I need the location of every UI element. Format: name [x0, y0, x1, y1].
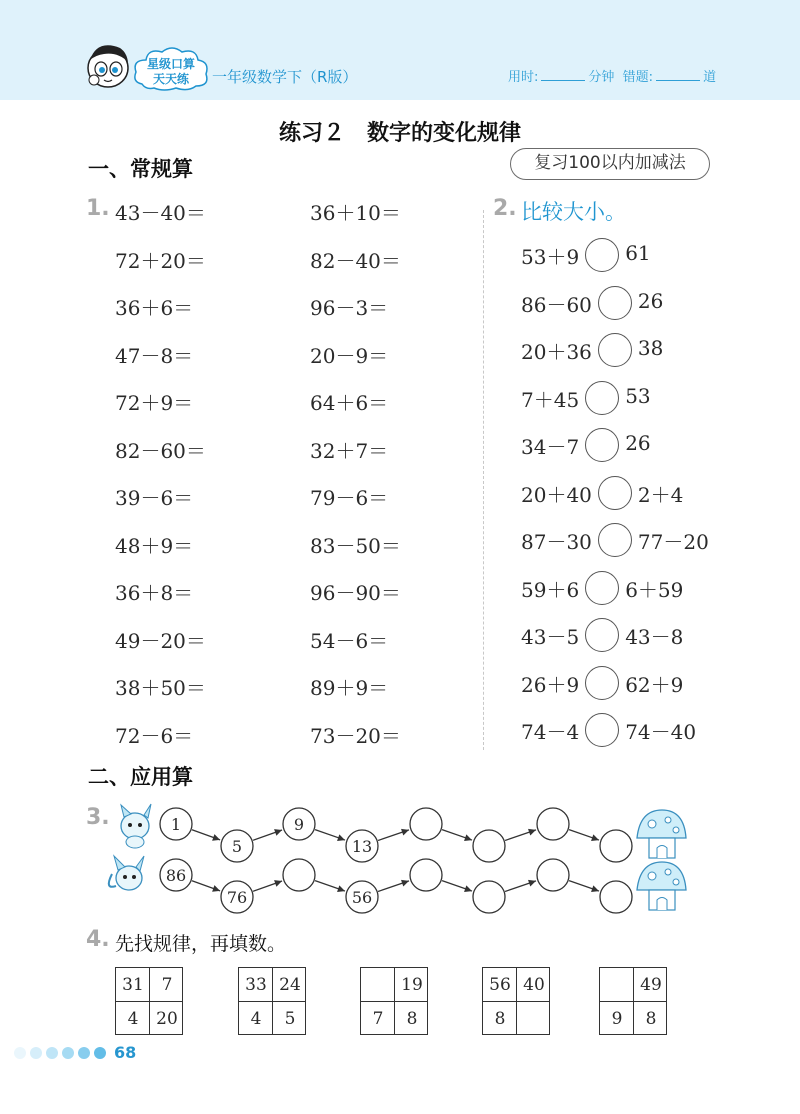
section2-title: 二、应用算	[88, 765, 193, 789]
q1-expression: 72－6＝	[115, 723, 194, 748]
q1-expression: 49－20＝	[115, 628, 206, 653]
compare-answer-circle[interactable]	[585, 713, 619, 747]
chain-node[interactable]	[600, 881, 632, 913]
compare-left: 59＋6	[521, 577, 580, 602]
q1-expression: 43－40＝	[115, 201, 206, 225]
compare-item	[521, 618, 761, 652]
grid-cell: 8	[494, 1009, 506, 1029]
time-blank	[541, 69, 585, 81]
grid-cell: 8	[645, 1009, 657, 1029]
compare-answer-circle[interactable]	[585, 381, 619, 415]
compare-answer-circle[interactable]	[585, 666, 619, 700]
q2-title: 比较大小。	[521, 200, 626, 224]
chain-node[interactable]	[410, 808, 442, 840]
chain-node[interactable]	[537, 808, 569, 840]
page-number: 68	[114, 1043, 137, 1062]
compare-item	[521, 571, 761, 605]
grid-cell: 40	[523, 975, 545, 995]
q4-number: 4.	[86, 927, 110, 952]
compare-right: 26	[625, 431, 651, 455]
q1-expression: 36＋10＝	[310, 201, 401, 225]
mascot-icon	[78, 36, 138, 96]
chain-node[interactable]	[473, 830, 505, 862]
chain-arrowhead	[274, 880, 282, 887]
q1-expression: 54－6＝	[310, 628, 389, 653]
grid-cell[interactable]	[517, 1002, 551, 1036]
compare-answer-circle[interactable]	[585, 238, 619, 272]
q1-expression: 36＋8＝	[115, 581, 194, 605]
compare-answer-circle[interactable]	[585, 571, 619, 605]
compare-item	[521, 713, 761, 747]
grid-cell: 5	[284, 1009, 296, 1029]
grid-cell: 9	[611, 1009, 623, 1029]
number-grid	[482, 967, 550, 1035]
chain-arrowhead	[212, 834, 220, 841]
compare-right: 38	[637, 336, 664, 360]
column-divider	[483, 210, 484, 750]
chain-node-value: 76	[226, 888, 248, 907]
errors-blank	[656, 69, 700, 81]
item-label: 道	[703, 70, 717, 85]
fox-icon	[109, 856, 144, 890]
q1-expression: 39－6＝	[115, 486, 194, 510]
grid-cell: 24	[279, 975, 301, 995]
chain-arrowhead	[401, 880, 409, 887]
compare-right: 2＋4	[637, 482, 684, 507]
grid-cell: 4	[250, 1009, 262, 1029]
compare-right: 43－8	[625, 625, 684, 649]
chain-node-value: 9	[293, 815, 305, 834]
compare-left: 34－7	[521, 435, 580, 459]
compare-right: 62＋9	[625, 672, 684, 697]
brand-logo	[132, 46, 210, 92]
compare-left: 86－60	[521, 292, 592, 317]
grid-cell: 7	[372, 1009, 384, 1029]
compare-item	[521, 333, 761, 367]
chain-arrowhead	[401, 829, 409, 836]
compare-left: 53＋9	[521, 245, 580, 269]
chain-arrowhead	[274, 829, 282, 836]
chain-arrowhead	[464, 885, 472, 892]
errors-label: 错题:	[622, 70, 654, 85]
chain-arrowhead	[464, 834, 472, 841]
chain-arrowhead	[528, 829, 536, 836]
q1-expression: 38＋50＝	[115, 676, 206, 700]
compare-answer-circle[interactable]	[598, 476, 632, 510]
q1-expression: 73－20＝	[310, 723, 401, 748]
compare-item	[521, 666, 761, 700]
chain-node-value: 13	[351, 837, 373, 856]
chain-arrowhead	[337, 834, 345, 841]
compare-left: 87－30	[521, 530, 592, 554]
compare-left: 26＋9	[521, 672, 580, 697]
chain-arrowhead	[212, 885, 220, 892]
compare-item	[521, 476, 761, 510]
q1-expression: 72＋20＝	[115, 248, 206, 273]
compare-item	[521, 428, 761, 462]
compare-item	[521, 286, 761, 320]
time-errors-record	[508, 66, 716, 85]
q1-expression: 82－40＝	[310, 248, 401, 273]
lesson-title: 练习２ 数字的变化规律	[278, 121, 521, 146]
q1-expression: 82－60＝	[115, 438, 206, 463]
compare-left: 43－5	[521, 625, 580, 649]
compare-item	[521, 381, 761, 415]
grid-cell: 56	[489, 975, 511, 995]
grid-cell: 7	[161, 975, 173, 995]
chain-node-value: 56	[351, 888, 373, 907]
compare-left: 20＋40	[521, 482, 592, 507]
grid-cell: 33	[245, 975, 267, 995]
cat-icon	[121, 804, 151, 848]
compare-right: 77－20	[637, 530, 709, 554]
grid-cell: 20	[156, 1009, 178, 1029]
number-chain	[0, 790, 800, 930]
minute-label: 分钟	[588, 70, 615, 85]
q1-expression: 36＋6＝	[115, 296, 194, 320]
q2-number: 2.	[493, 196, 517, 221]
compare-answer-circle[interactable]	[585, 428, 619, 462]
chain-node[interactable]	[600, 830, 632, 862]
chain-node-value: 5	[231, 837, 243, 856]
q1-expression: 47－8＝	[115, 343, 194, 368]
book-title: 一年级数学下（R版）	[212, 68, 358, 86]
q1-number: 1.	[86, 196, 110, 221]
chain-arrowhead	[528, 880, 536, 887]
compare-right: 74－40	[625, 720, 697, 744]
q1-expression: 89＋9＝	[310, 676, 389, 700]
section1-title: 一、常规算	[88, 157, 193, 181]
mushroom-house-icon-2	[637, 862, 686, 910]
chain-node[interactable]	[473, 881, 505, 913]
q1-expression: 83－50＝	[310, 533, 401, 558]
chain-row-1	[160, 808, 632, 862]
number-grid	[238, 967, 306, 1035]
q1-expression: 79－6＝	[310, 486, 389, 510]
number-grid	[115, 967, 183, 1035]
grid-cell: 4	[127, 1009, 139, 1029]
q3-number: 3.	[86, 805, 110, 830]
compare-answer-circle[interactable]	[598, 333, 632, 367]
q1-expression: 20－9＝	[310, 343, 389, 368]
compare-answer-circle[interactable]	[585, 618, 619, 652]
mushroom-house-icon-1	[637, 810, 686, 858]
compare-right: 61	[625, 241, 651, 265]
footer-dots-decoration	[12, 1045, 112, 1061]
q1-expression: 96－90＝	[310, 581, 401, 605]
compare-right: 6＋59	[625, 577, 684, 602]
grid-cell: 8	[406, 1009, 418, 1029]
chain-arrowhead	[591, 834, 599, 841]
compare-left: 20＋36	[521, 340, 592, 364]
chain-row-2	[160, 859, 632, 913]
grid-cell: 49	[640, 975, 662, 995]
q1-expression: 48＋9＝	[115, 533, 194, 558]
compare-left: 74－4	[521, 720, 580, 744]
number-grid	[599, 967, 667, 1035]
chain-node[interactable]	[410, 859, 442, 891]
compare-right: 26	[637, 288, 664, 313]
chain-node-value: 86	[165, 866, 187, 885]
compare-left: 7＋45	[521, 387, 580, 412]
chain-node[interactable]	[537, 859, 569, 891]
compare-answer-circle[interactable]	[598, 286, 632, 320]
grid-cell: 31	[122, 975, 144, 995]
chain-arrowhead	[337, 885, 345, 892]
compare-item	[521, 523, 761, 557]
q1-expression: 32＋7＝	[310, 438, 389, 463]
q1-expression: 72＋9＝	[115, 391, 194, 415]
compare-answer-circle[interactable]	[598, 523, 632, 557]
grid-cell[interactable]	[600, 968, 634, 1002]
time-label: 用时:	[508, 70, 539, 85]
brand-line2: 天天练	[152, 72, 189, 86]
brand-line1: 星级口算	[146, 57, 195, 71]
chain-node-value: 1	[170, 815, 182, 834]
chain-arrowhead	[591, 885, 599, 892]
review-tag: 复习100以内加减法	[510, 148, 710, 180]
number-grid	[360, 967, 428, 1035]
grid-cell[interactable]	[361, 968, 395, 1002]
compare-right: 53	[625, 383, 651, 408]
grid-cell: 19	[401, 975, 423, 995]
q1-expression: 96－3＝	[310, 296, 389, 320]
q4-title: 先找规律，再填数。	[115, 933, 287, 955]
compare-item	[521, 238, 761, 272]
chain-node[interactable]	[283, 859, 315, 891]
q1-expression: 64＋6＝	[310, 391, 389, 415]
